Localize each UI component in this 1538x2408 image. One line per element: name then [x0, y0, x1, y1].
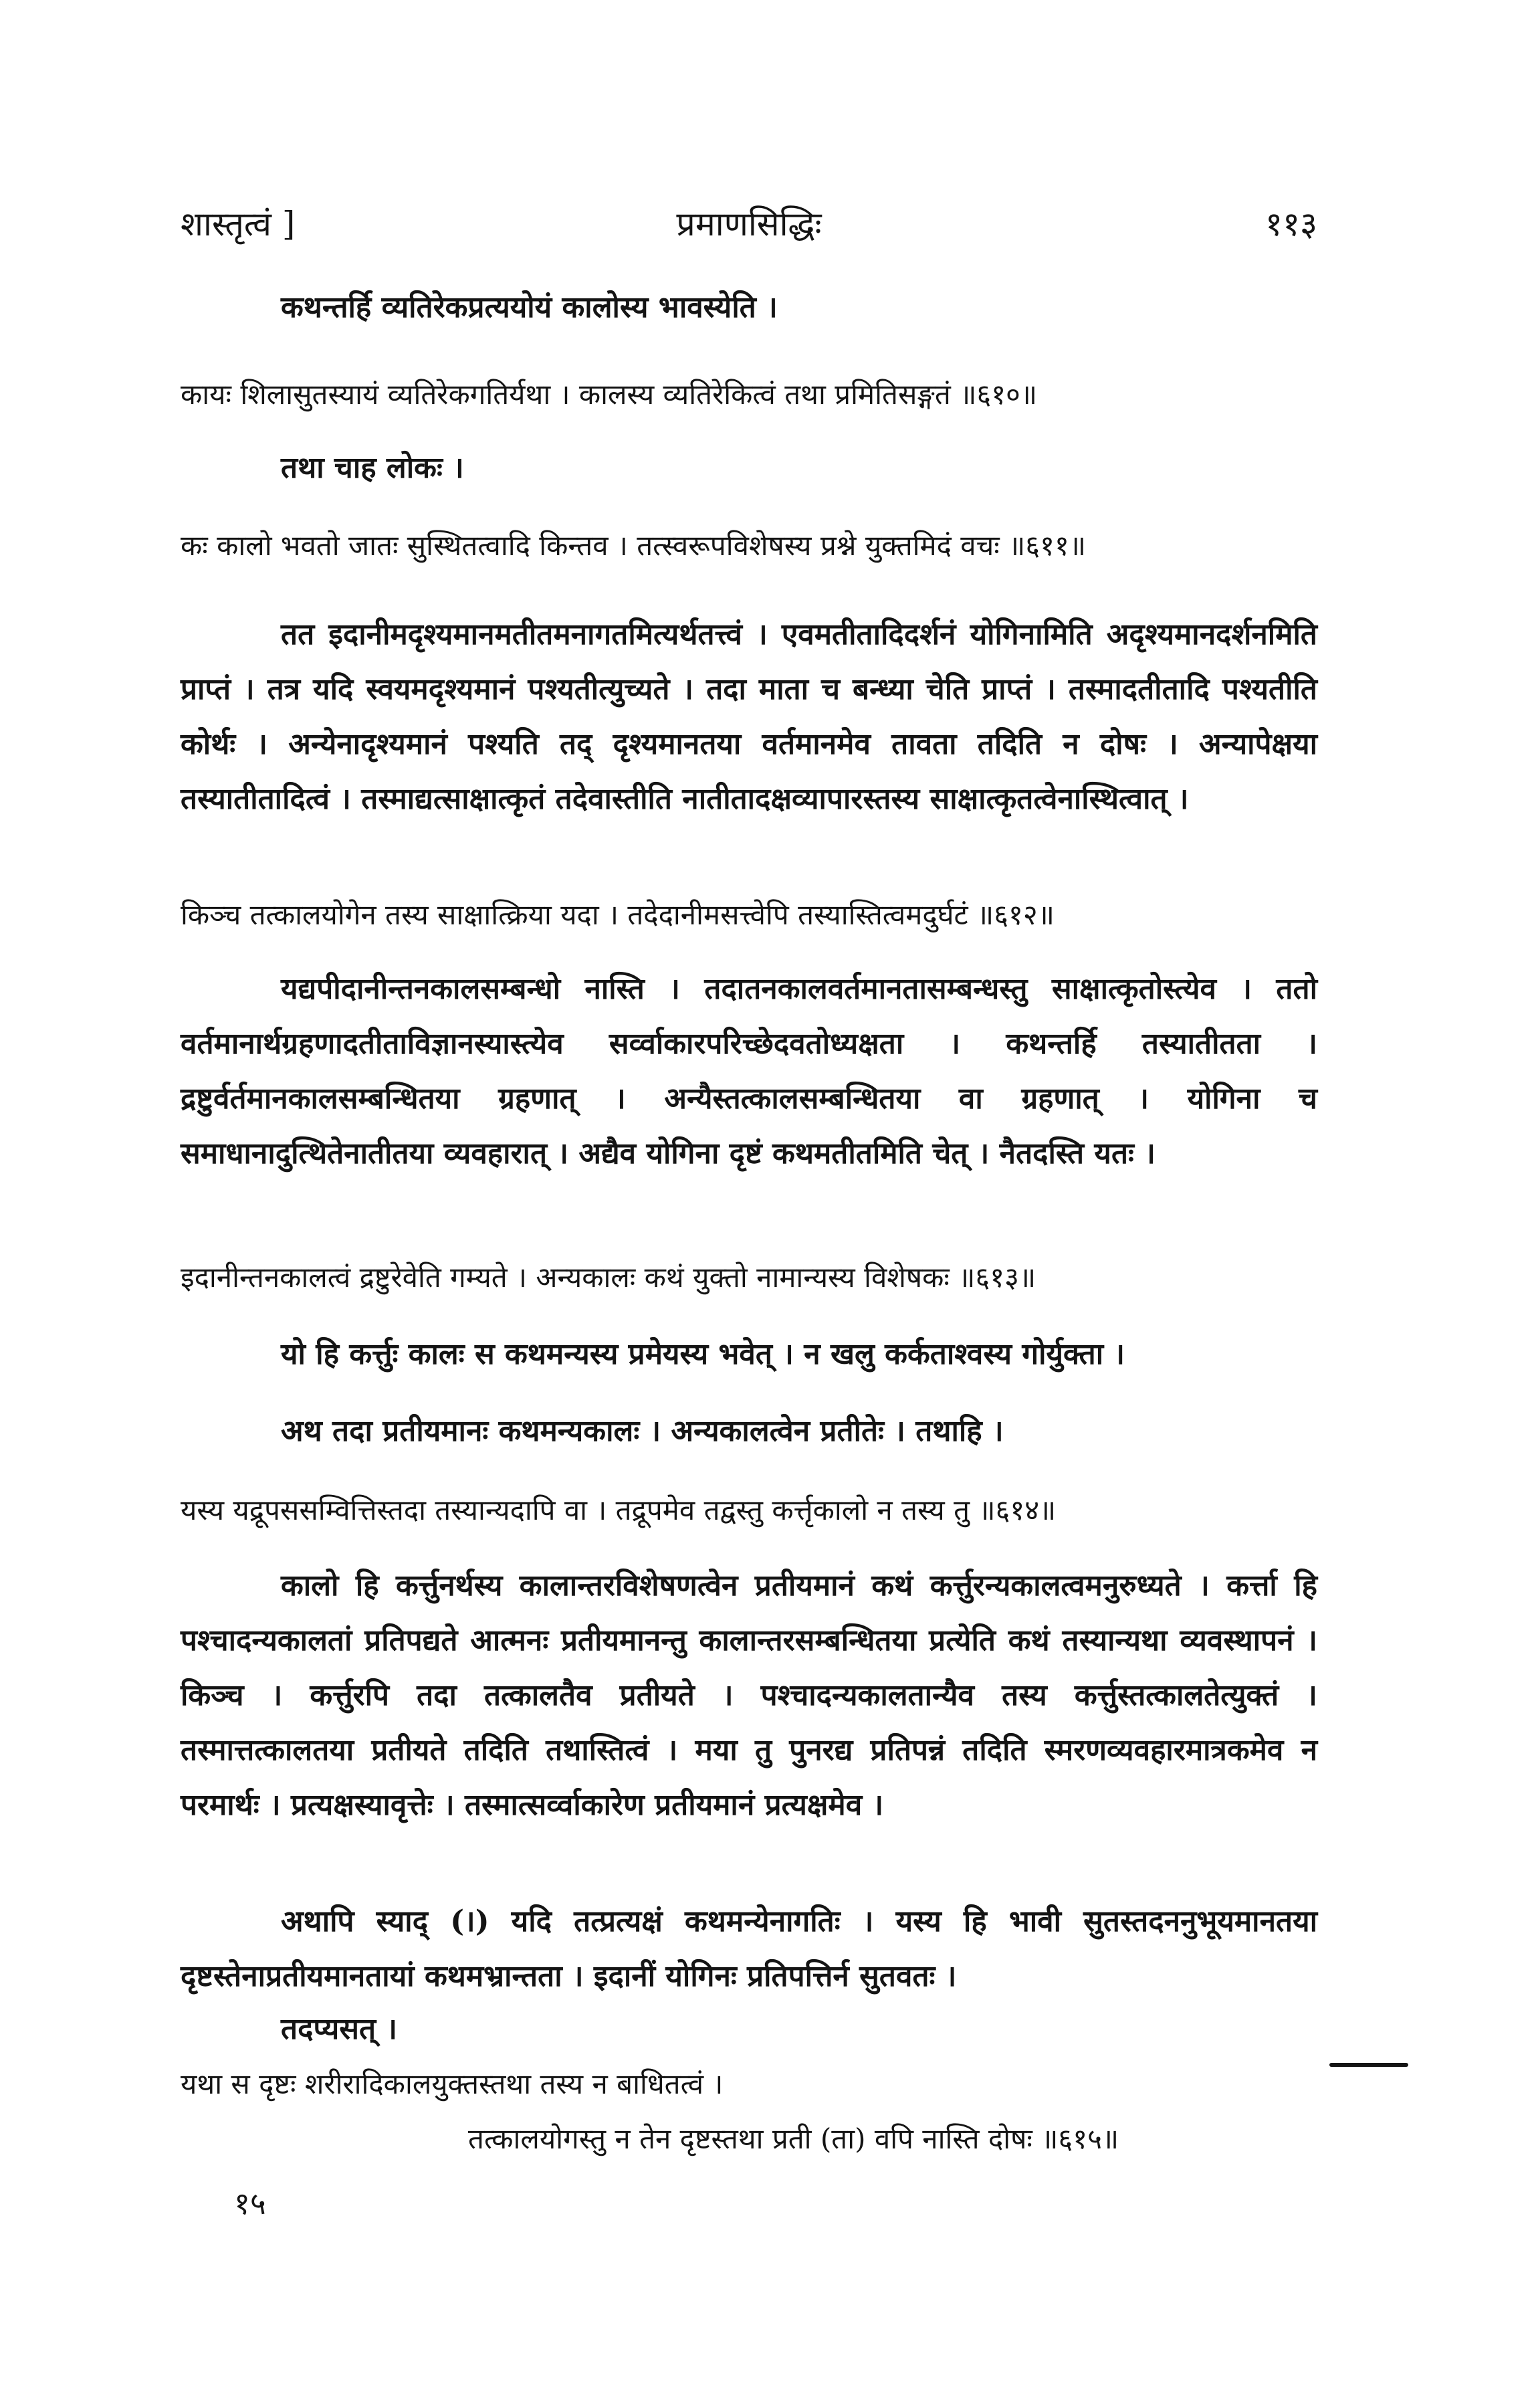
- section-marker: शास्तृत्वं ]: [181, 205, 296, 243]
- page-title: प्रमाणसिद्धिः: [676, 205, 822, 243]
- text-line: यो हि कर्त्तुः कालः स कथमन्यस्य प्रमेयस्य भवेत् । न खलु कर्कताश्वस्य गोर्युक्ता ।: [281, 1337, 1125, 1371]
- page-number: ११३: [1265, 205, 1317, 243]
- running-header: [181, 201, 1317, 247]
- text-line: तथा चाह लोकः ।: [281, 451, 464, 485]
- verse-613: इदानीन्तनकालत्वं द्रष्टुरेवेति गम्यते । अन्यकालः कथं युक्तो नामान्यस्य विशेषकः ॥६१३॥: [181, 1261, 1036, 1294]
- commentary-paragraph: यद्यपीदानीन्तनकालसम्बन्धो नास्ति । तदातनकालवर्तमानतासम्बन्धस्तु साक्षात्कृतोस्त्येव । ततो वर्तमानार्थग्रहणादतीताविज्ञानस्यास्त्येव सर्व्वाकारपरिच्छेदवतोध्यक्षता । कथन्तर्हि तस्यातीतता । द्रष्टुर्वर्तमानकालसम्बन्धितया ग्रहणात् । अन्यैस्तत्कालसम्बन्धितया वा ग्रहणात् । योगिना च समाधानादुत्थितेनातीतया व्यवहारात् । अद्यैव योगिना दृष्टं कथमतीतमिति चेत् । नैतदस्ति यतः ।: [181, 972, 1317, 1171]
- verse-615-line-1: यथा स दृष्टः शरीरादिकालयुक्तस्तथा तस्य न बाधितत्वं ।: [181, 2068, 724, 2100]
- text-line: तदप्यसत् ।: [281, 2012, 398, 2046]
- verse-612: किञ्च तत्कालयोगेन तस्य साक्षात्क्रिया यदा । तदेदानीमसत्त्वेपि तस्यास्तित्वमदुर्घटं ॥६१२॥: [181, 898, 1055, 931]
- text-line: अथ तदा प्रतीयमानः कथमन्यकालः । अन्यकालत्वेन प्रतीतेः । तथाहि ।: [281, 1414, 1004, 1448]
- verse-610: कायः शिलासुतस्यायं व्यतिरेकगतिर्यथा । कालस्य व्यतिरेकित्वं तथा प्रमितिसङ्गतं ॥६१०॥: [181, 378, 1038, 411]
- verse-615-line-2: तत्कालयोगस्तु न तेन दृष्टस्तथा प्रती (ता) वपि नास्ति दोषः ॥६१५॥: [468, 2122, 1119, 2155]
- commentary-paragraph: तत इदानीमदृश्यमानमतीतमनागतमित्यर्थतत्त्वं । एवमतीतादिदर्शनं योगिनामिति अदृश्यमानदर्शनमिति प्राप्तं । तत्र यदि स्वयमदृश्यमानं पश्यतीत्युच्यते । तदा माता च बन्ध्या चेति प्राप्तं । तस्मादतीतादि पश्यतीति कोर्थः । अन्येनादृश्यमानं पश्यति तद् दृश्यमानतया वर्तमानमेव तावता तदिति न दोषः । अन्यापेक्षया तस्यातीतादित्वं । तस्माद्यत्साक्षात्कृतं तदेवास्तीति नातीतादक्षव्यापारस्तस्य साक्षात्कृतत्वेनास्थित्वात् ।: [181, 617, 1317, 816]
- verse-614: यस्य यद्रूपससम्वित्तिस्तदा तस्यान्यदापि वा । तद्रूपमेव तद्वस्तु कर्त्तृकालो न तस्य तु ॥६१४॥: [181, 1494, 1057, 1526]
- text-line: कथन्तर्हि व्यतिरेकप्रत्ययोयं कालोस्य भावस्येति ।: [281, 290, 778, 324]
- commentary-paragraph: कालो हि कर्त्तुनर्थस्य कालान्तरविशेषणत्वेन प्रतीयमानं कथं कर्त्तुरन्यकालत्वमनुरुध्यते । कर्त्ता हि पश्चादन्यकालतां प्रतिपद्यते आत्मनः प्रतीयमानन्तु कालान्तरसम्बन्धितया प्रत्येति कथं तस्यान्यथा व्यवस्थापनं । किञ्च । कर्त्तुरपि तदा तत्कालतैव प्रतीयते । पश्चादन्यकालतान्यैव तस्य कर्त्तुस्तत्कालतेत्युक्तं । तस्मात्तत्कालतया प्रतीयते तदिति तथास्तित्वं । मया तु पुनरद्य प्रतिपन्नं तदिति स्मरणव्यवहारमात्रकमेव न परमार्थः । प्रत्यक्षस्यावृत्तेः । तस्मात्सर्व्वाकारेण प्रतीयमानं प्रत्यक्षमेव ।: [181, 1569, 1317, 1822]
- verse-611: कः कालो भवतो जातः सुस्थितत्वादि किन्तव । तत्स्वरूपविशेषस्य प्रश्ने युक्तमिदं वचः ॥६११॥: [181, 529, 1086, 562]
- margin-mark: [1329, 2063, 1408, 2067]
- commentary-paragraph: अथापि स्याद् (।) यदि तत्प्रत्यक्षं कथमन्येनागतिः । यस्य हि भावी सुतस्तदननुभूयमानतया दृष्टस्तेनाप्रतीयमानतायां कथमभ्रान्तता । इदानीं योगिनः प्रतिपत्तिर्न सुतवतः ।: [181, 1904, 1317, 1993]
- signature-mark: १५: [234, 2185, 266, 2221]
